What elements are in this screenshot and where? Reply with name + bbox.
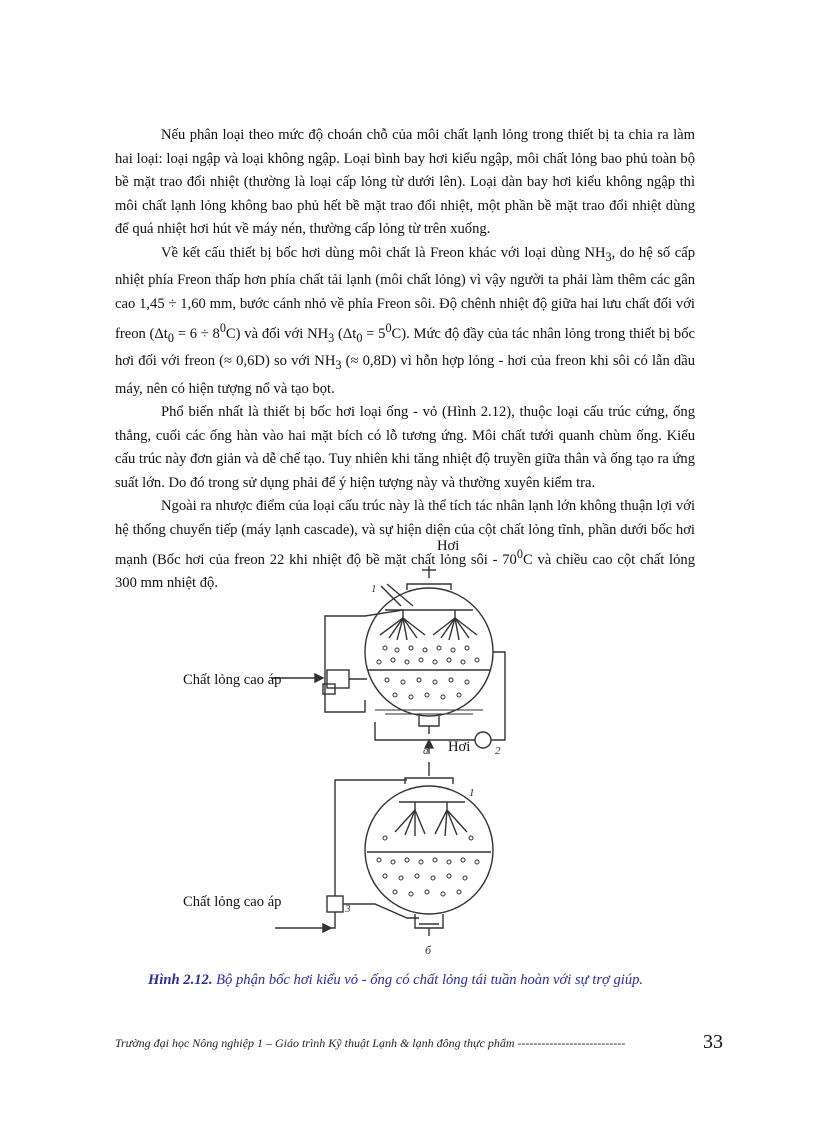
page-number: 33: [703, 1031, 723, 1053]
label-vapor-bottom: Hơi: [448, 739, 471, 755]
paragraph-2: Về kết cấu thiết bị bốc hơi dùng môi chất là Freon khác với loại dùng $NH_3$, do hệ số cấp nhiệt phía Freon thấp hơn phía chất tải lạnh (môi chất lỏng) vì vậy người ta phải làm thêm các gân cao 1,45 ÷ 1,60 mm, bước cánh nhỏ về phía Freon sôi. Độ chênh nhiệt độ giữa hai lưu chất đối với freon $(\Delta t_0 = 6 \div 8^0C)$ và đối với $NH_3$ $(\Delta t_0 = 5^0C)$. Mức độ đầy của tác nhân lỏng trong thiết bị bốc hơi đối với freon (≈ 0,6D) so với $NH_3$ (≈ 0,8D) vì hỗn hợp lỏng - hơi của freon khi sôi có lẫn dầu máy, nên có hiện tượng nổ và tạo bọt.: [115, 244, 695, 397]
caption-number: Hình 2.12.: [148, 972, 213, 988]
label-vapor-top: Hơi: [437, 538, 460, 554]
evaporator-figure: [175, 540, 695, 960]
mark-b: б: [425, 943, 432, 957]
label-liquid-bottom: Chất lỏng cao áp: [183, 894, 282, 910]
mark-a: a: [423, 745, 429, 757]
mark-1-bottom: 1: [469, 787, 475, 799]
mark-1-top: 1: [371, 583, 377, 595]
paragraph-1: Nếu phân loại theo mức độ choán chỗ của môi chất lạnh lỏng trong thiết bị ta chia ra làm hai loại: loại ngập và loại không ngập. Loại bình bay hơi kiểu ngập, môi chất lỏng bao phủ toàn bộ bề mặt trao đổi nhiệt (thường là loại cấp lỏng từ dưới lên). Loại dàn bay hơi kiểu không ngập thì môi chất lạnh lỏng không bao phủ hết bề mặt trao đổi nhiệt, một phần bề mặt trao đổi nhiệt dùng để quá nhiệt hơi hút về máy nén, thường cấp lỏng từ trên xuống.: [115, 127, 695, 238]
paragraph-4: Ngoài ra nhược điểm của loại cấu trúc này là thể tích tác nhân lạnh lớn không thuận lợi với hệ thống chuyển tiếp (máy lạnh cascade), và sự hiện diện của cột chất lỏng tĩnh, phần dưới bốc hơi mạnh (Bốc hơi của freon 22 khi nhiệt độ bề mặt chất lỏng sôi - $70^0C$ và chiều cao cột chất lỏng 300 mm nhiệt độ.: [115, 498, 695, 592]
paragraph-3: Phổ biến nhất là thiết bị bốc hơi loại ống - vỏ (Hình 2.12), thuộc loại cấu trúc cứng, ống thẳng, cuối các ống hàn vào hai mặt bích có lỗ tương ứng. Môi chất tưới quanh chùm ống. Kiểu cấu trúc này đơn giản và dễ chế tạo. Tuy nhiên khi tăng nhiệt độ truyền giữa thân và ống tạo ra ứng suất lớn. Do đó trong sử dụng phải để ý hiện tượng này và thường xuyên kiểm tra.: [115, 404, 695, 491]
caption-text: Bộ phận bốc hơi kiểu vỏ - ống có chất lỏng tái tuần hoàn với sự trợ giúp.: [212, 972, 644, 988]
body-text: [115, 124, 695, 596]
page-footer: Trường đại học Nông nghiệp 1 – Giáo trình Kỹ thuật Lạnh & lạnh đông thực phẩm ---------------------------: [115, 1036, 626, 1050]
mark-2: 2: [495, 745, 501, 757]
figure-caption: [148, 972, 708, 989]
mark-3: 3: [345, 903, 351, 915]
label-liquid-top: Chất lỏng cao áp: [183, 672, 282, 688]
